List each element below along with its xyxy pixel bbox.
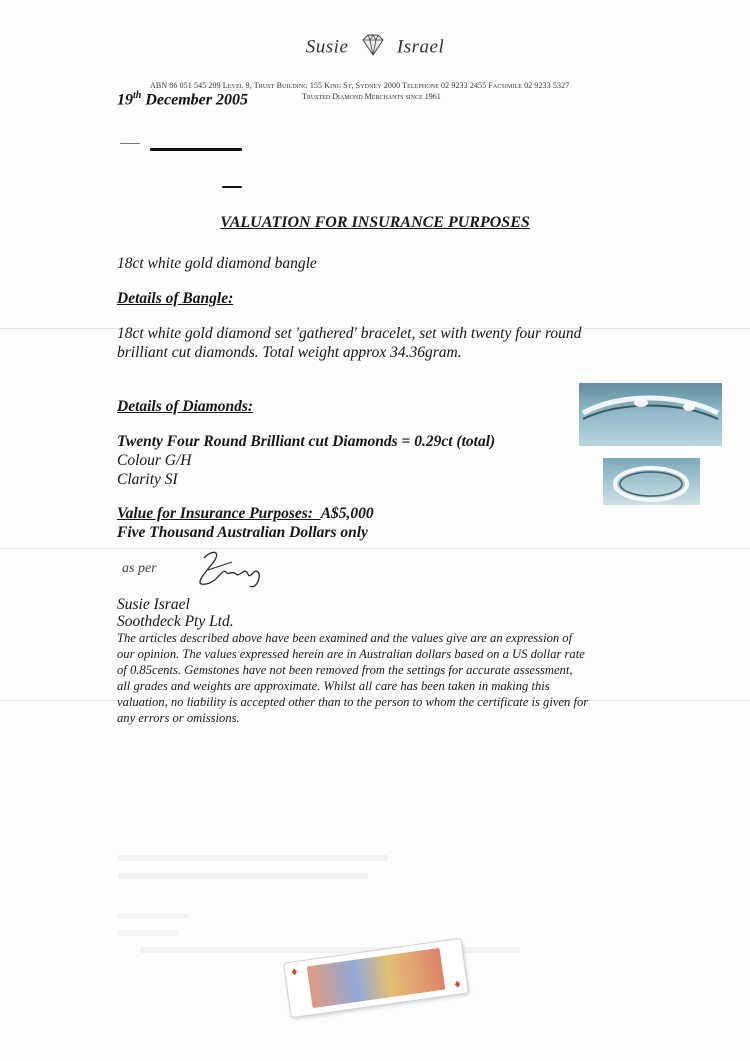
bleed-through-text [118,855,388,861]
bangle-photo [579,383,722,446]
date-day: 19 [117,91,133,109]
insurance-value [117,505,374,523]
bangle-details-label: Details of Bangle: [117,290,234,307]
disclaimer-line: any errors or omissions. [117,711,240,725]
disclaimer-line: valuation, no liability is accepted other than to the person to whom the certificate is given for [117,695,589,709]
bleed-through-text [118,930,178,936]
redaction-mark [222,186,242,188]
item-title: 18ct white gold diamond bangle [117,255,317,272]
diamonds-description: Twenty Four Round Brilliant cut Diamonds = 0.29ct (total) [117,433,496,450]
fold-line [0,548,750,549]
letterhead-tagline: Trusted Diamond Merchants since 1961 [302,92,441,101]
redaction-mark [150,148,242,151]
disclaimer-line: our opinion. The values expressed herein are in Australian dollars based on a US dollar rate [117,647,585,661]
bleed-through-text [118,873,368,879]
brand-name-right: Israel [396,36,445,58]
diamond-suit-icon: ♦ [453,976,462,992]
date-rest: December 2005 [145,91,248,109]
document-date [117,90,248,109]
letterhead-address: ABN 86 051 545 209 Level 9, Trust Building 155 King St, Sydney 2000 Telephone 02 9233 2455 Facsimile 02 9233 5327 [150,81,570,90]
bleed-through-text [118,913,188,919]
diamond-suit-icon: ♦ [290,963,299,979]
diamonds-details-label: Details of Diamonds: [117,398,254,415]
diamond-logo-icon [360,34,386,62]
document-heading: VALUATION FOR INSURANCE PURPOSES [220,214,530,231]
insurance-value-words: Five Thousand Australian Dollars only [117,524,368,541]
brand-name-left: Susie [305,36,349,58]
disclaimer-paragraph [117,630,677,726]
bangle-photo [603,458,700,505]
bangle-description: 18ct white gold diamond set 'gathered' bracelet, set with twenty four round [117,325,582,342]
signature-note: as per [122,561,157,576]
disclaimer-line: The articles described above have been examined and the values give are an expression of [117,631,573,645]
handwritten-signature [192,546,272,597]
signatory-name: Susie Israel [117,596,190,613]
redaction-mark [120,143,140,144]
disclaimer-line: of 0.85cents. Gemstones have not been removed from the settings for accurate assessment, [117,663,573,677]
diamond-colour: Colour G/H [117,452,192,469]
insurance-value-amount: A$5,000 [320,505,374,522]
insurance-value-label: Value for Insurance Purposes: [117,505,313,522]
disclaimer-line: all grades and weights are approximate. Whilst all care has been taken in making this [117,679,550,693]
brand-logo [0,34,750,62]
date-suffix: th [133,90,142,101]
signatory-company: Soothdeck Pty Ltd. [117,613,234,630]
diamond-clarity: Clarity SI [117,471,178,488]
bangle-description: brilliant cut diamonds. Total weight approx 34.36gram. [117,344,462,361]
card-face [307,948,446,1008]
